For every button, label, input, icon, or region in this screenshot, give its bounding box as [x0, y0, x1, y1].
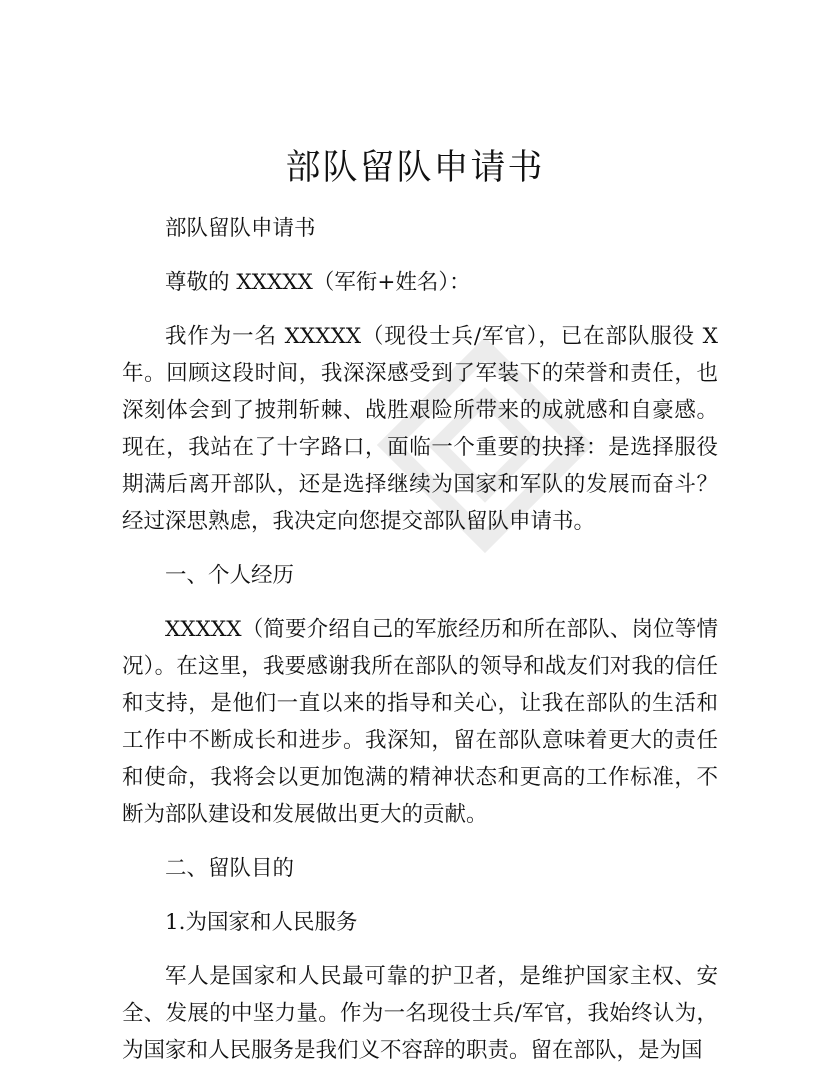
paragraph-experience: XXXXX（简要介绍自己的军旅经历和所在部队、岗位等情况）。在这里，我要感谢我所在部队的领导和战友们对我的信任和支持，是他们一直以来的指导和关心，让我在部队的生活和工作中不断成长和进步。我深知，留在部队意味着更大的责任和使命，我将会以更加饱满的精神状态和更高的工作标准，不断为部队建设和发展做出更大的贡献。 [122, 617, 718, 827]
paragraph-serve: 军人是国家和人民最可靠的护卫者，是维护国家主权、安全、发展的中坚力量。作为一名现役士兵/军官，我始终认为，为国家和人民服务是我们义不容辞的职责。留在部队，是为国 [122, 964, 718, 1063]
document-body [122, 210, 718, 1086]
document-title: 部队留队申请书 [285, 148, 545, 188]
subsection-heading-serve: 1.为国家和人民服务 [165, 910, 358, 935]
paragraph-intro: 我作为一名 XXXXX（现役士兵/军官），已在部队服役 X 年。回顾这段时间，我深深感受到了军装下的荣誉和责任，也深刻体会到了披荆斩棘、战胜艰险所带来的成就感和自豪感。现在，我站在了十字路口，面临一个重要的抉择：是选择服役期满后离开部队，还是选择继续为国家和军队的发展而奋斗？经过深思熟虑，我决定向您提交部队留队申请书。 [122, 324, 718, 534]
paragraph-salutation: 尊敬的 XXXXX（军衔+姓名）： [165, 270, 471, 295]
paragraph-subtitle: 部队留队申请书 [165, 216, 316, 241]
section-heading-purpose: 二、留队目的 [165, 856, 295, 881]
section-heading-experience: 一、个人经历 [165, 563, 295, 588]
